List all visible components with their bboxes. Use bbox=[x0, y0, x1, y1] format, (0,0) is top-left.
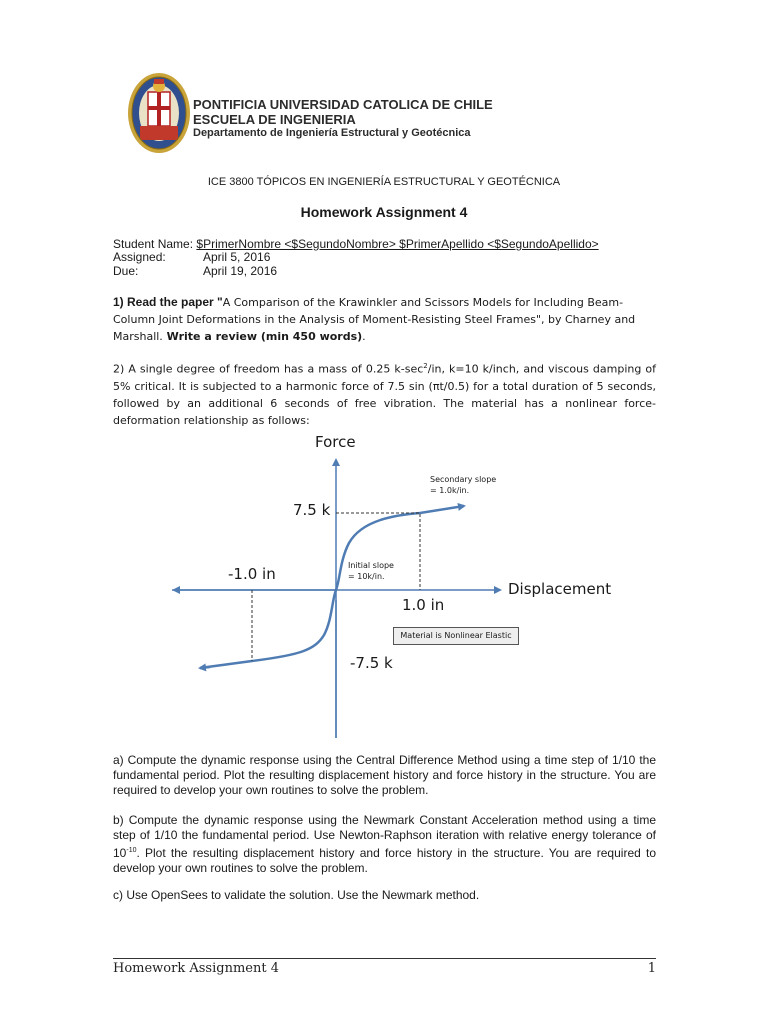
assigned-label: Assigned: bbox=[113, 250, 166, 264]
university-seal bbox=[126, 70, 192, 156]
student-name-label: Student Name: bbox=[113, 237, 197, 251]
question-2b-superscript: -10 bbox=[126, 847, 137, 854]
question-2-part-2: /in, k=10 k/inch, and viscous damping of 5% critical. It is subjected to a harmonic force of 7.5 sin (πt/0.5) for a total duration of 5 seconds, followed by an additional 6 seconds of free vibration. The material has a nonlinear force-deformation relationship as follows: bbox=[113, 362, 656, 427]
force-deformation-figure bbox=[0, 430, 768, 750]
displacement-axis-label: Displacement bbox=[508, 580, 612, 598]
footer-title: Homework Assignment 4 bbox=[113, 961, 279, 976]
question-1-paper-title: A Comparison of the Krawinkler and Scissors Models for Including Beam-Column Joint Deformations in the Analysis of Moment-Resisting Steel Frames", by Charney and Marshall. bbox=[113, 296, 636, 343]
force-axis-label: Force bbox=[315, 433, 356, 451]
header-line-department: Departamento de Ingeniería Estructural y Geotécnica bbox=[193, 127, 471, 139]
question-1-task: Write a review (min 450 words) bbox=[162, 330, 363, 343]
question-1-lead: 1) Read the paper " bbox=[113, 295, 223, 309]
question-2c: c) Use OpenSees to validate the solution. Use the Newmark method. bbox=[113, 888, 480, 902]
assigned-date: April 5, 2016 bbox=[203, 250, 271, 264]
secondary-slope-line-1: Secondary slope bbox=[430, 475, 497, 484]
question-1-end: . bbox=[362, 330, 366, 343]
course-title: ICE 3800 TÓPICOS EN INGENIERÍA ESTRUCTURAL Y GEOTÉCNICA bbox=[207, 176, 561, 188]
question-2-superscript: 2 bbox=[423, 362, 428, 370]
secondary-slope-line-2: = 1.0k/in. bbox=[430, 486, 470, 495]
positive-force-label: 7.5 k bbox=[293, 501, 331, 519]
question-1 bbox=[113, 294, 656, 345]
question-2a: a) Compute the dynamic response using the Central Difference Method using a time step of 1/10 the fundamental period. Plot the resulting displacement history and force history in the structure. You are required to develop your own routines to solve the problem. bbox=[113, 753, 656, 797]
due-label: Due: bbox=[113, 264, 139, 278]
student-name-value: $PrimerNombre <$SegundoNombre> $PrimerApellido <$SegundoApellido> bbox=[196, 237, 599, 251]
question-2-part-1: 2) A single degree of freedom has a mass of 0.25 k-sec bbox=[113, 362, 424, 376]
curve-tail-left bbox=[200, 667, 210, 668]
due-row bbox=[113, 264, 277, 279]
question-2 bbox=[113, 358, 656, 429]
negative-force-label: -7.5 k bbox=[350, 654, 393, 672]
assigned-row bbox=[113, 250, 270, 265]
page-number: 1 bbox=[647, 961, 656, 976]
question-2b bbox=[113, 813, 656, 876]
material-note-box: Material is Nonlinear Elastic bbox=[393, 627, 519, 645]
initial-slope-line-1: Initial slope bbox=[348, 561, 394, 570]
positive-displacement-label: 1.0 in bbox=[402, 596, 445, 614]
question-2b-part-1: b) Compute the dynamic response using the Newmark Constant Acceleration method using a time step of 1/10 the fundamental period. Use Newton-Raphson iteration with relative energy tolerance of 10 bbox=[113, 813, 656, 860]
due-date: April 19, 2016 bbox=[203, 264, 278, 278]
negative-displacement-label: -1.0 in bbox=[228, 565, 276, 583]
initial-slope-line-2: = 10k/in. bbox=[348, 572, 385, 581]
header-line-university: PONTIFICIA UNIVERSIDAD CATOLICA DE CHILE bbox=[193, 97, 493, 112]
question-2b-part-2: . Plot the resulting displacement history and force history in the structure. You are required to develop your own routines to solve the problem. bbox=[113, 846, 656, 875]
secondary-slope-note bbox=[430, 474, 496, 496]
footer-rule bbox=[113, 958, 656, 959]
header-line-school: ESCUELA DE INGENIERIA bbox=[193, 112, 356, 127]
page-title: Homework Assignment 4 bbox=[300, 204, 468, 220]
initial-slope-note bbox=[348, 560, 394, 582]
